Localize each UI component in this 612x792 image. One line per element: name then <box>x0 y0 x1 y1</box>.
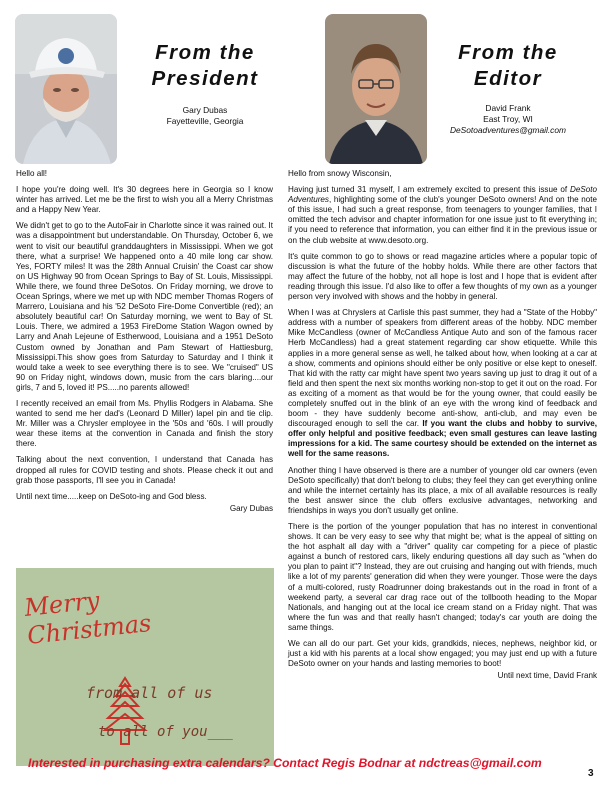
editor-location: East Troy, WI <box>483 114 533 124</box>
editor-byline <box>428 103 588 136</box>
editor-email: DeSotoadventures@gmail.com <box>449 125 567 135</box>
editor-heading-line1: From the <box>458 41 558 64</box>
letter-paragraph: I recently received an email from Ms. Phyllis Rodgers in Alabama. She wanted to send me her dad's (Leonard D Miller) lapel pin and tie clip. Mr. Miller was a Chrysler employee in the '50s and '60s. I will proudly wear these items at the convention in Canada and finish the story there. <box>16 398 273 449</box>
letter-paragraph: We can all do our part. Get your kids, grandkids, nieces, nephews, neighbor kid, or just a kid with his parents at a local show engaged; you may just end up with a future DeSoto owner on your hands and lasting memories to boot! <box>288 639 597 669</box>
emphasis-text: If you want the clubs and hobby to survive, offer only helpful and positive feedback; even small gestures can leave lasting impressions for a kid. The same courtesy should be extended on the internet as well for the same reasons. <box>288 419 597 459</box>
president-signature: Gary Dubas <box>229 503 273 513</box>
president-photo <box>15 14 117 164</box>
letter-paragraph: When I was at Chryslers at Carlisle this past summer, they had a "State of the Hobby" address with a number of speakers from different areas of the hobby. NDC member Mike McCandless (owner of McCandless Antique Auto and son of the famous racer Herb McCandless) had a great statement regarding car show etiquette. While this applies in a more general sense as well, he talked about how, when looking at a car at a show, comments and opinions should either be only positive or else kept to oneself. That kid with the ratty car might have spent two years saving up just to drag it out of a field and then spent the next six months working non-stop to get it out on the road. For as exciting of a moment as that would be for the young owner, that could easily be completely snuffed out in the blink of an eye with the wrong kind of feedback and boom - they have suddenly become anti-show, anti-club, and may even be discouraged enough to sell the car. If you want the clubs and hobby to survive, offer only helpful and positive feedback; even small gestures can leave lasting impressions for a kid. The same courtesy should be extended on the internet as well for the same reasons. <box>288 308 597 459</box>
editor-heading <box>428 40 588 92</box>
president-heading-line1: From the <box>155 41 255 64</box>
page-number: 3 <box>588 768 594 779</box>
letter-paragraph: Talking about the next convention, I understand that Canada has dropped all rules for COVID testing and shots. Please check it out and grab those passports, I'll see you in Canada! <box>16 455 273 485</box>
letter-paragraph: We didn't get to go to the AutoFair in Charlotte since it was rained out. It was a disappointment but understandable. On Thursday, October 6, we went to visit our beautiful granddaughters in Mississippi. When we got there, what a surprise! We happened onto a 40 mile long car show. Yes, FORTY miles! It was the 28th Annual Cruisin' the Coast car show on US Highway 90 from Ocean Springs to Bay of St. Louis, Mississippi. While there, we found three DeSotos. On Friday morning, we drove to Ocean Springs, where we met up with NDC member Thomas Rogers of Marrero, Louisiana and his '52 DeSoto Fire-Dome Convertible (red); an absolutely beautiful car! On Saturday morning, we went to Bay of St. Louis. There, we admired a 1953 FireDome Station Wagon owned by Larry and Anah Lejeune of Estherwood, Louisiana and a 1951 DeSoto Custom owned by Jonathan and Pam Stewart of Hattiesburg, Mississippi.This show goes from Saturday to Saturday and I think it would take a week to see everything there is to see. We "cruised" US 90 on Friday night, windows down, music from the cars blaring....our girls, 7 and 5, loved it! PS.....no parents allowed! <box>16 221 273 392</box>
card-greeting: Merry Christmas <box>23 586 153 650</box>
editor-name: David Frank <box>485 103 531 113</box>
card-line-1: from all of us <box>86 684 213 702</box>
editor-greeting: Hello from snowy Wisconsin, <box>288 169 392 178</box>
christmas-card <box>16 568 274 766</box>
president-name: Gary Dubas <box>182 105 228 115</box>
editor-photo <box>325 14 427 164</box>
president-location: Fayetteville, Georgia <box>166 116 244 126</box>
letter-paragraph: Until next time.....keep on DeSoto-ing and God bless. <box>16 491 207 501</box>
president-heading-line2: President <box>151 67 259 90</box>
editor-portrait-icon <box>325 14 427 164</box>
editor-heading-line2: Editor <box>473 67 543 90</box>
president-byline <box>125 105 285 127</box>
editor-letter <box>288 169 597 681</box>
president-heading <box>125 40 285 92</box>
card-line-2: to all of you___ <box>98 724 233 740</box>
letter-paragraph: Another thing I have observed is there are a number of younger old car owners (even DeSoto specifically) that don't belong to clubs; they feel they can get everything online and while the internet certainly has its place, a mix of all available resources is really the best answer since the club offers exclusive advantages, networking and friendships in ways you don't usually get online. <box>288 465 597 515</box>
editor-signature: Until next time, David Frank <box>497 671 597 681</box>
letter-paragraph: There is the portion of the younger population that has no interest in conventional shows. It can be very easy to see why that might be; what is the appeal of sitting on the hot asphalt all day with a "driver" quality car competing for a piece of plastic against a bunch of restored cars, likely enduring questions all day such as "when do you plan to paint it"? Instead, they are out cruising and hanging out with friends, much like a lot of my parents' generation did when they were younger. Those were the days of a multi-colored, rusty Roadrunner doing brakestands out in the road in front of a weekend party, a several car drag race out of the tollbooth heading to the Mopar Nationals, and hanging out at the local ice cream stand on a Friday night. That was where the fun was and that really hasn't changed; today's car youth are doing the same things. <box>288 522 597 632</box>
magazine-title: DeSoto Adventures <box>288 185 597 205</box>
letter-paragraph: I hope you're doing well. It's 30 degrees here in Georgia so I know winter has arrived. Let me be the first to wish you all a Merry Christmas and a Happy New Year. <box>16 185 273 215</box>
letter-paragraph: Hello all! <box>16 169 48 178</box>
president-letter <box>16 169 273 514</box>
letter-paragraph: Having just turned 31 myself, I am extremely excited to present this issue of DeSoto Adventures, highlighting some of the club's younger DeSoto owners! And on the note of this issue, I had such a great response, from teenagers to younger families, that I omitted the tech advisor and chapter information for one issue just to fit everything in; if you need to reference that information, you can either find it in the previous issue or on the club website at www.desoto.org. <box>288 185 597 245</box>
letter-paragraph: It's quite common to go to shows or read magazine articles where a popular topic of discussion is what the future of the hobby holds. While there are other factors that may affect the future of the hobby, not all hope is lost and I hope that is evident after reading through this issue. I'd also like to offer a few thoughts of my own as a younger person very involved with shows and the hobby in general. <box>288 251 597 302</box>
calendar-banner: Interested in purchasing extra calendars? Contact Regis Bodnar at ndctreas@gmail.com <box>28 756 542 770</box>
president-portrait-icon <box>15 14 117 164</box>
